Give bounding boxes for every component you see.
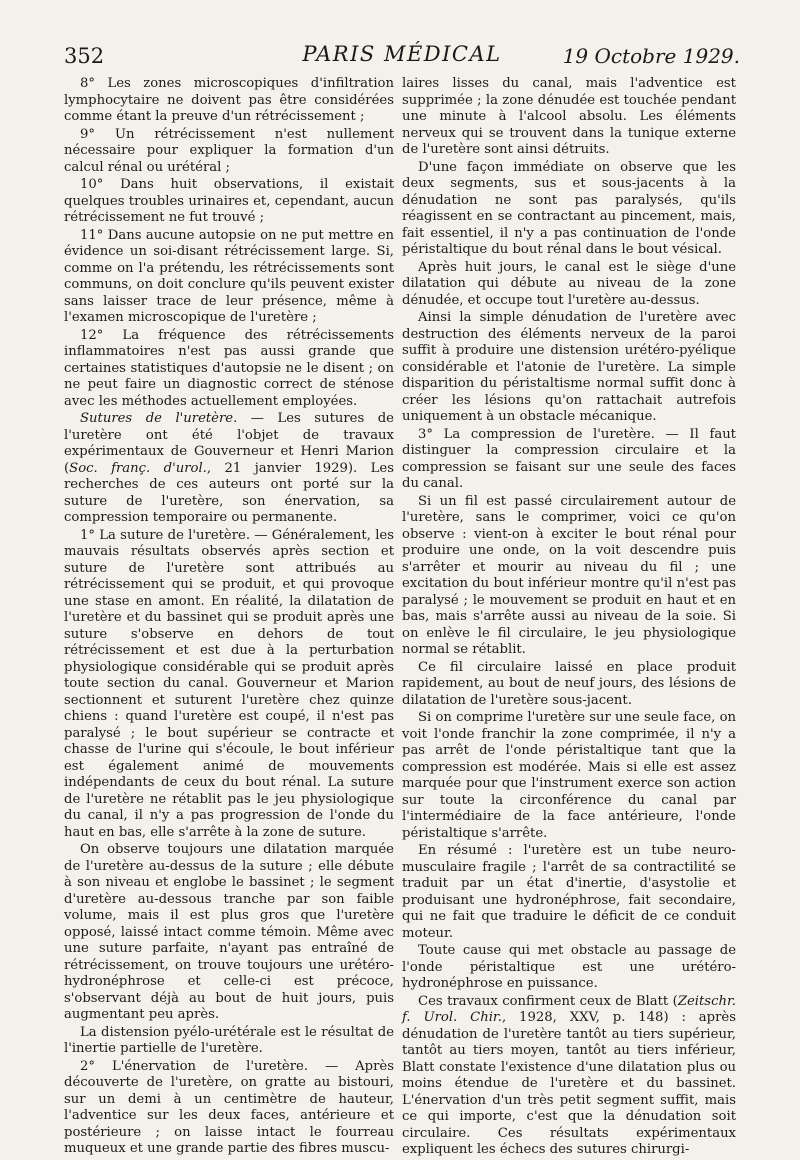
- compression-paragraph: [402, 427, 736, 493]
- paragraph: En résumé : l'uretère est un tube neuro-musculaire fragile ; l'arrêt de sa contractilité se traduit par un état d'inertie, d'asystolie et produisant une hydronéphrose, fait secondaire, qui ne fait que traduire le déficit de ce conduit moteur.: [402, 843, 736, 941]
- paragraph-text: — Généralement, les mauvais résultats observés après section et suture de l'uretère sont attribués au rétrécissement qui se produit, et qui provoque une stase en amont. En réalité, la dilatation de l'uretère et du bassinet qui se produit après une suture s'observe en dehors de tout rétrécissement et est due à la perturbation physiologique considérable qui se produit après toute section du canal. Gouverneur et Marion sectionnent et suturent l'uretère chez quinze chiens : quand l'uretère est coupé, il n'est pas paralysé ; le bout supérieur se contracte et chasse de l'urine qui s'écoule, le bout inférieur est également animé de mouvements indépendants de ceux du bout rénal. La suture de l'uretère ne rétablit pas le jeu physiologique du canal, il n'y a pas progression de l'onde du haut en bas, elle s'arrête à la zone de suture.: [64, 527, 394, 840]
- paragraph: Toute cause qui met obstacle au passage de l'onde péristaltique est une urétéro-hydronéphrose en puissance.: [402, 943, 736, 991]
- paragraph: Si on comprime l'uretère sur une seule face, on voit l'onde franchir la zone comprimée, il n'y a pas arrêt de l'onde péristaltique tant que la compression est modérée. Mais si elle est assez marquée pour que l'instrument exerce son action sur toute la circonférence du canal par l'intermédiaire de la face antérieure, l'onde péristaltique s'arrête.: [402, 710, 736, 841]
- paragraph-text: — Les sutures de l'uretère ont été l'objet de travaux expérimentaux de Gouverneur et Henri Marion (: [64, 411, 394, 476]
- section-heading: 3° La compression de l'uretère.: [418, 426, 655, 442]
- paragraph: On observe toujours une dilatation marquée de l'uretère au-dessus de la suture ; elle débute à son niveau et englobe le bassinet ; le segment d'uretère au-dessous tranche par son faible volume, mais il est plus gros que l'uretère opposé, laissé intact comme témoin. Même avec une suture parfaite, n'ayant pas entraîné de rétrécissement, on trouve toujours une urétéro-hydronéphrose et celle-ci est précoce, s'observant déjà au bout de huit jours, puis augmentant peu après.: [64, 842, 394, 1022]
- paragraph: 9° Un rétrécissement n'est nullement nécessaire pour expliquer la formation d'un calcul rénal ou urétéral ;: [64, 126, 394, 175]
- paragraph-text: — Après découverte de l'uretère, on gratte au bistouri, sur un demi à un centimètre de hauteur, l'adventice sur les deux faces, antérieure et postérieure ; on laisse intact le fourreau muqueux et une grande partie des fibres muscu-: [64, 1058, 394, 1156]
- left-column: [64, 76, 394, 1159]
- section-heading: Sutures de l'uretère.: [80, 411, 238, 426]
- citation: Zeitschr. f. Urol. Chir.: [402, 993, 736, 1025]
- citation: Soc. franç. d'urol.: [69, 460, 207, 476]
- paragraph-text: Ces travaux confirment ceux de Blatt (: [418, 993, 678, 1009]
- paragraph: La distension pyélo-urétérale est le résultat de l'inertie partielle de l'uretère.: [64, 1024, 394, 1056]
- page-number: 352: [64, 44, 105, 68]
- journal-title: PARIS MÉDICAL: [302, 42, 502, 66]
- paragraph: Après huit jours, le canal est le siège d'une dilatation qui débute au niveau de la zone dénudée, et occupe tout l'uretère au-dessus.: [402, 259, 736, 308]
- paragraph-text: — Il faut distinguer la compression circulaire et la compression se faisant sur une seule des faces du canal.: [402, 426, 736, 491]
- paragraph: 10° Dans huit observations, il existait quelques troubles urinaires et, cependant, aucun rétrécissement ne fut trouvé ;: [64, 177, 394, 225]
- paragraph-text: , 1928, XXV, p. 148) : après dénudation de l'uretère tantôt au tiers supérieur, tantôt au tiers moyen, tantôt au tiers inférieur, Blatt constate l'existence d'une dilatation plus ou moins étendue de l'uretère et du bassinet. L'énervation d'un très petit segment suffit, mais ce qui importe, c'est que la dénudation soit circulaire. Ces résultats expérimentaux expliquent les échecs des sutures chirurgi-: [402, 1010, 736, 1157]
- paragraph: Ce fil circulaire laissé en place produit rapidement, au bout de neuf jours, des lésions de dilatation de l'uretère sous-jacent.: [402, 659, 736, 708]
- section-heading: 1° La suture de l'uretère.: [80, 527, 251, 543]
- issue-date: 19 Octobre 1929.: [562, 44, 740, 68]
- paragraph: 11° Dans aucune autopsie on ne put mettre en évidence un soi-disant rétrécissement large. Si, comme on l'a prétendu, les rétrécissements sont communs, on doit conclure qu'ils peuvent exister sans laisser trace de leur présence, même à l'examen microscopique de l'uretère ;: [64, 227, 394, 325]
- paragraph: D'une façon immédiate on observe que les deux segments, sus et sous-jacents à la dénudation ne sont pas paralysés, qu'ils réagissent en se contractant au pincement, mais, fait essentiel, il n'y a pas continuation de l'onde péristaltique du bout rénal dans le bout vésical.: [402, 159, 736, 257]
- running-header: [64, 40, 740, 70]
- sutures-paragraph: [64, 411, 394, 527]
- enervation-paragraph: [64, 1059, 394, 1158]
- paragraph: laires lisses du canal, mais l'adventice est supprimée ; la zone dénudée est touchée pendant une minute à l'alcool absolu. Les éléments nerveux qui se trouvent dans la tunique externe de l'uretère sont ainsi détruits.: [402, 76, 736, 157]
- suture-section-paragraph: [64, 528, 394, 842]
- right-column: [402, 76, 736, 1160]
- paragraph-text: , 21 janvier 1929). Les recherches de ces auteurs ont porté sur la suture de l'uretère, son énervation, sa compression temporaire ou permanente.: [64, 460, 394, 525]
- paragraph: Si un fil est passé circulairement autour de l'uretère, sans le comprimer, voici ce qu'on observe : vient-on à exciter le bout rénal pour produire une onde, on la voit descendre puis s'arrêter et mourir au niveau du fil ; une excitation du bout inférieur montre qu'il n'est pas paralysé ; le mouvement se produit en haut et en bas, mais s'arrête aussi au niveau de la soie. Si on enlève le fil circulaire, le jeu physiologique normal se rétablit.: [402, 493, 736, 657]
- section-heading: 2° L'énervation de l'uretère.: [80, 1058, 309, 1074]
- paragraph: 8° Les zones microscopiques d'infiltration lymphocytaire ne doivent pas être considérées comme étant la preuve d'un rétrécissement ;: [64, 76, 394, 124]
- blatt-paragraph: [402, 994, 736, 1159]
- paragraph: Ainsi la simple dénudation de l'uretère avec destruction des éléments nerveux de la paroi suffit à produire une distension urétéro-pyélique considérable et l'atonie de l'uretère. La simple disparition du péristaltisme normal suffit donc à créer les lésions qu'on rattachait autrefois uniquement à un obstacle mécanique.: [402, 310, 736, 424]
- paragraph: 12° La fréquence des rétrécissements inflammatoires n'est pas aussi grande que certaines statistiques d'autopsie ne le disent ; on ne peut faire un diagnostic correct de sténose avec les méthodes actuellement employées.: [64, 327, 394, 409]
